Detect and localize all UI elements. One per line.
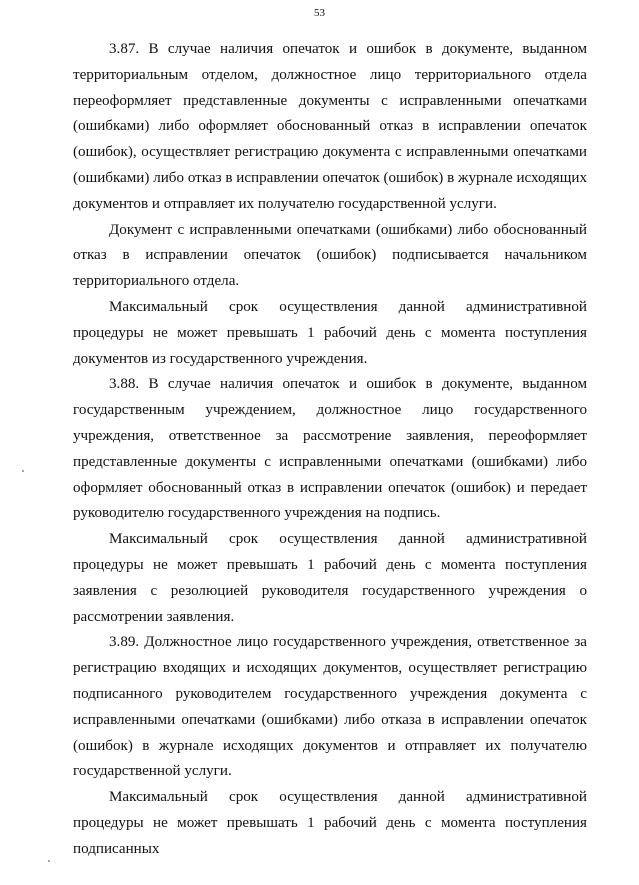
margin-speck (48, 860, 50, 862)
paragraph-deadline-registration: Максимальный срок осуществления данной административной процедуры не может превышать 1 рабочий день с момента поступления подписанных (73, 789, 587, 857)
paragraph-deadline-territorial: Максимальный срок осуществления данной административной процедуры не может превышать 1 рабочий день с момента поступления документов из государственного учреждения. (73, 298, 587, 367)
paragraph-correction-signing: Документ с исправленными опечатками (ошибками) либо обоснованный отказ в исправлении опечаток (ошибок) подписывается начальником территориального отдела. (73, 221, 587, 290)
paragraph-3-87: 3.87. В случае наличия опечаток и ошибок в документе, выданном территориальным отделом, должностное лицо территориального отдела переоформляет представленные документы с исправленными опечатками (ошибками) либо оформляет обоснованный отказ в исправлении опечаток (ошибок), осуществляет регистрацию документа с исправленными опечатками (ошибками) либо отказ в исправлении опечаток (ошибок) в журнале исходящих документов и отправляет их получателю государственной услуги. (73, 41, 587, 212)
paragraph-deadline-institution: Максимальный срок осуществления данной административной процедуры не может превышать 1 рабочий день с момента поступления заявления с резолюцией руководителя государственного учреждения о рассмотрении заявления. (73, 531, 587, 625)
page-number: 53 (314, 7, 325, 19)
margin-speck (22, 470, 24, 472)
paragraph-3-89: 3.89. Должностное лицо государственного учреждения, ответственное за регистрацию входящих и исходящих документов, осуществляет регистрацию подписанного руководителем государственного учреждения документа с исправленными опечатками (ошибками) либо отказа в исправлении опечаток (ошибок) в журнале исходящих документов и отправляет их получателю государственной услуги. (73, 634, 587, 780)
page-body (73, 37, 587, 863)
paragraph-3-88: 3.88. В случае наличия опечаток и ошибок в документе, выданном государственным учреждением, должностное лицо государственного учреждения, ответственное за рассмотрение заявления, переоформляет представленные документы с исправленными опечатками (ошибками) либо оформляет обоснованный отказ в исправлении опечаток (ошибок) и передает руководителю государственного учреждения на подпись. (73, 376, 587, 522)
